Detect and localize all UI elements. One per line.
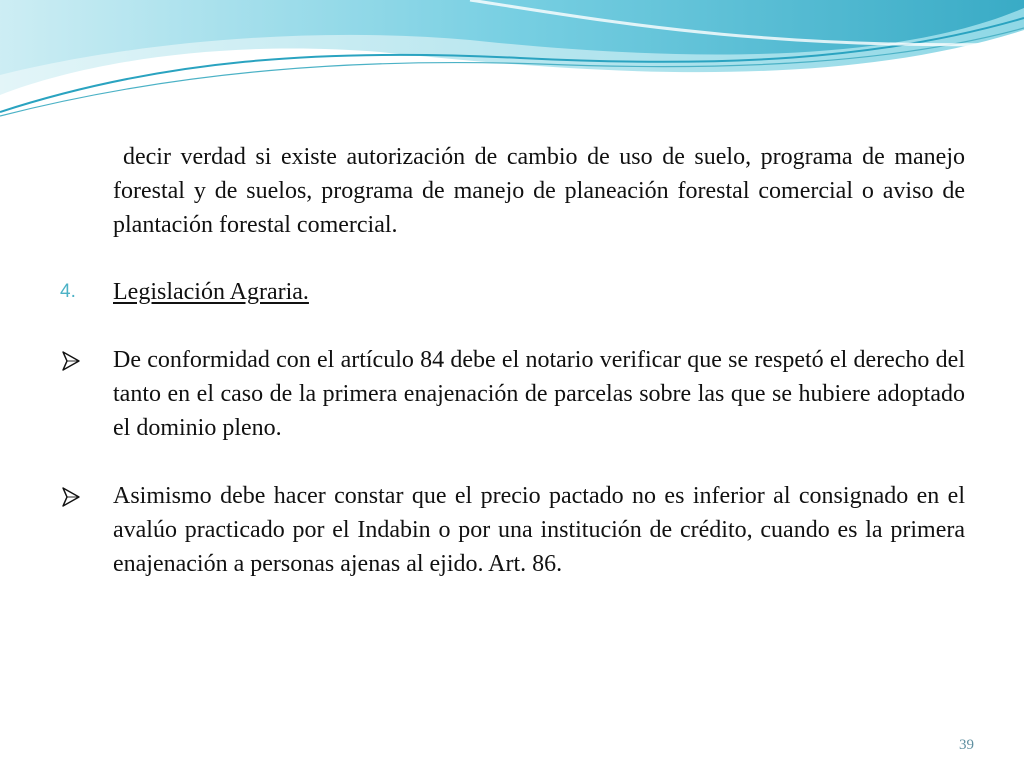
section-title: Legislación Agraria. (113, 279, 309, 305)
arrow-bullet-icon (60, 350, 82, 372)
bullet-item (60, 479, 965, 581)
bullet-text: Asimismo debe hacer constar que el precio pactado no es inferior al consignado en el avalúo practicado por el Indabin o por una institución de crédito, cuando es la primera enajenación a personas ajenas al ejido. Art. 86. (113, 483, 965, 577)
section-number: 4. (60, 281, 76, 302)
slide-content (60, 140, 965, 615)
bullet-text: De conformidad con el artículo 84 debe el notario verificar que se respetó el derecho del tanto en el caso de la primera enajenación de parcelas sobre las que se hubiere adoptado el dominio pleno. (113, 347, 965, 441)
numbered-section (60, 275, 965, 309)
bullet-item (60, 343, 965, 445)
page-number: 39 (959, 737, 974, 753)
arrow-bullet-icon (60, 486, 82, 508)
continuation-paragraph: decir verdad si existe autorización de cambio de uso de suelo, programa de manejo forestal y de suelos, programa de manejo de planeación forestal comercial o aviso de plantación forestal comercial. (113, 144, 965, 238)
header-wave-decoration (0, 0, 1024, 130)
